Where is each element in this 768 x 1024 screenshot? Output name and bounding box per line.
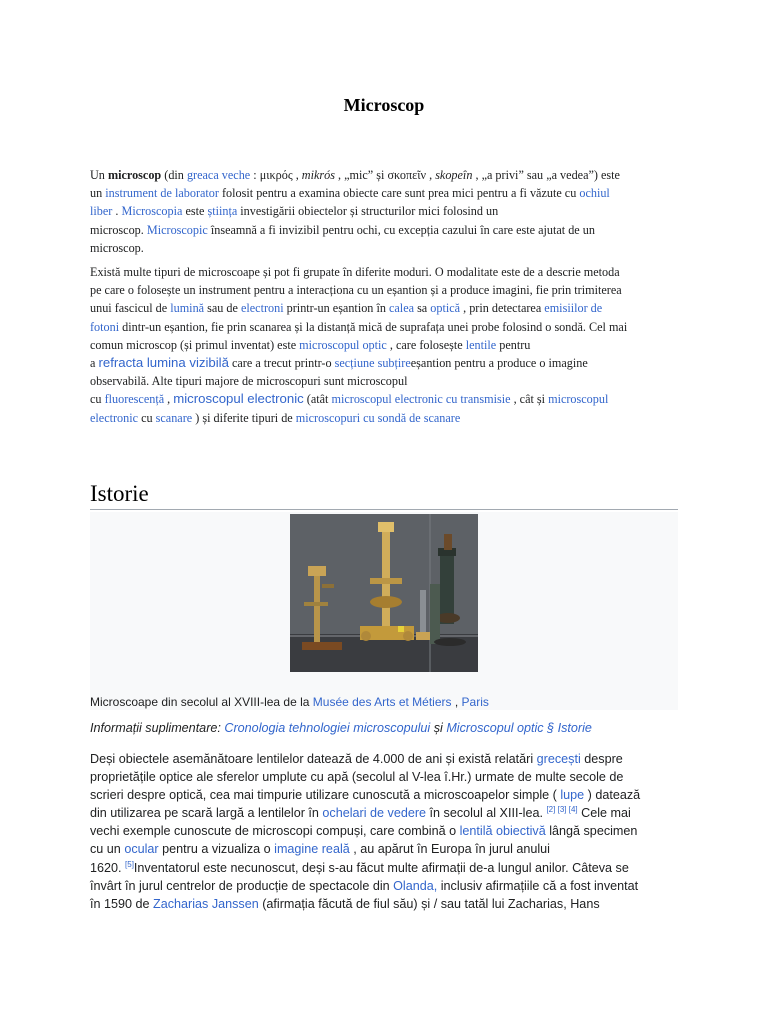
link-emisiilor-de-fotoni[interactable]: emisiilor de <box>544 301 603 316</box>
microscopes-illustration <box>290 514 478 672</box>
text: este <box>182 204 208 219</box>
italic-term: mikrós <box>301 168 335 182</box>
text: microscop. <box>90 222 147 237</box>
text: din utilizarea pe scară largă a lentilelor în <box>90 806 323 821</box>
section-heading-istorie: Istorie <box>90 481 678 510</box>
text: Un <box>90 168 108 182</box>
text: (afirmația făcută de fiul său) și / sau tatăl lui Zacharias, Hans <box>258 896 600 911</box>
text: scrieri despre optică, cea mai timpurie utilizare cunoscută a microscoapelor simple ( <box>90 788 561 803</box>
text: , <box>164 392 174 407</box>
text: , „mic” și σκοπεῖν , <box>334 168 436 182</box>
text: în secolul al XIII-lea. <box>426 806 547 821</box>
text: . <box>112 204 122 219</box>
link-fotoni[interactable]: fotoni <box>90 319 120 334</box>
link-sectiune-subtire[interactable]: secțiune subțire <box>334 356 411 371</box>
text: Deși obiectele asemănătoare lentilelor datează de 4.000 de ani și există relatări <box>90 752 537 766</box>
link-lentile[interactable]: lentile <box>465 337 497 352</box>
reference-4[interactable]: [4] <box>568 805 578 815</box>
link-zacharias-janssen[interactable]: Zacharias Janssen <box>153 896 259 911</box>
text: cu un <box>90 842 125 857</box>
link-microscopul-optic-istorie[interactable]: Microscopul optic § Istorie <box>446 721 592 735</box>
link-fluorescenta[interactable]: fluorescență <box>104 392 165 407</box>
text: învârt în jurul centrelor de producție de spectacole din <box>90 878 394 893</box>
text-line: observabilă. Alte tipuri majore de microscopuri sunt microscopul <box>90 374 408 389</box>
text: Microscoape din secolul al XVIII-lea de la <box>90 695 313 709</box>
link-microscopul-electronic-scanare[interactable]: microscopul <box>548 392 609 407</box>
text: 1620. <box>90 860 126 875</box>
text: , <box>451 695 462 709</box>
intro-paragraph <box>90 166 668 257</box>
text: vechi exemple cunoscute de microscopi compuși, care combină o <box>90 824 460 839</box>
text: care a trecut printr-o <box>228 356 335 371</box>
text: a <box>90 356 99 371</box>
text: ) datează <box>584 788 641 803</box>
text: un <box>90 186 106 201</box>
text: Cele mai <box>577 806 631 821</box>
link-musee-des-arts-et-metiers[interactable]: Musée des Arts et Métiers <box>312 695 452 709</box>
link-lumina[interactable]: lumină <box>170 301 205 316</box>
link-ocular[interactable]: ocular <box>124 842 159 857</box>
link-lentila-obiectiva[interactable]: lentilă obiectivă <box>459 824 546 839</box>
text: pentru a vizualiza o <box>158 842 275 857</box>
text: cu <box>90 392 105 407</box>
link-refracta-lumina-vizibila[interactable]: refracta lumina vizibilă <box>98 355 229 371</box>
text-line: proprietățile optice ale sferelor umplute cu apă (secolul al V-lea î.Hr.) urmate de multe secole de <box>90 770 624 785</box>
microscopes-photo[interactable] <box>290 514 478 672</box>
text: pentru <box>496 337 531 352</box>
text: eșantion pentru a produce o imagine <box>410 356 588 371</box>
link-lupe[interactable]: lupe <box>560 788 585 803</box>
link-cronologia-tehnologiei-microscopului[interactable]: Cronologia tehnologiei microscopului <box>224 721 431 735</box>
text: sa <box>414 301 431 316</box>
text: unui fascicul de <box>90 301 171 316</box>
text: , „a privi” sau „a vedea”) este <box>472 168 620 182</box>
link-microscopul-optic[interactable]: microscopul optic <box>299 337 387 352</box>
page-title: Microscop <box>343 95 425 115</box>
figure <box>90 512 678 710</box>
text: despre <box>580 752 623 766</box>
bold-term: microscop <box>107 168 162 182</box>
link-stiinta[interactable]: știința <box>207 204 238 219</box>
figure-caption <box>90 695 678 709</box>
link-microscopul-electronic[interactable]: microscopul electronic <box>173 391 304 407</box>
text: microscop. <box>90 240 144 255</box>
reference-3[interactable]: [3] <box>557 805 567 815</box>
link-optica[interactable]: optică <box>430 301 461 316</box>
text: : μικρός , <box>250 168 302 182</box>
text: , au apărut în Europa în jurul anului <box>349 842 550 857</box>
text: (atât <box>303 392 332 407</box>
link-scanare[interactable]: scanare <box>155 410 193 425</box>
text: și <box>430 721 447 735</box>
types-paragraph <box>90 263 668 427</box>
text: (din <box>161 168 187 182</box>
link-microscopic[interactable]: Microscopic <box>146 222 208 237</box>
text: investigării obiectelor și structurilor mici folosind un <box>237 204 499 219</box>
text-line: pe care o folosește un instrument pentru a interacționa cu un eșantion și a produce imagini, fie prin trimiterea <box>90 283 622 298</box>
history-paragraph <box>90 750 678 913</box>
link-grecesti[interactable]: grecești <box>536 752 581 766</box>
link-electronic[interactable]: electronic <box>90 410 139 425</box>
link-microscopuri-cu-sonda-de-scanare[interactable]: microscopuri cu sondă de scanare <box>295 410 461 425</box>
text: înseamnă a fi invizibil pentru ochi, cu excepția cazului în care este ajutat de un <box>207 222 595 237</box>
reference-2[interactable]: [2] <box>546 805 556 815</box>
text: cu <box>138 410 156 425</box>
link-olanda[interactable]: Olanda, <box>393 878 438 893</box>
link-ochelari-de-vedere[interactable]: ochelari de vedere <box>322 806 427 821</box>
text: folosit pentru a examina obiecte care sunt prea mici pentru a fi văzute cu <box>218 186 580 201</box>
text: , care folosește <box>386 337 466 352</box>
text: , cât și <box>510 392 549 407</box>
link-electroni[interactable]: electroni <box>240 301 284 316</box>
text: sau de <box>204 301 241 316</box>
text: inclusiv afirmațiile că a fost inventat <box>437 878 639 893</box>
hatnote <box>90 721 678 735</box>
text: printr-un eșantion în <box>283 301 389 316</box>
text: Inventatorul este necunoscut, deși s-au făcut multe afirmații de-a lungul anilor. Câteva se <box>133 860 629 875</box>
link-greaca-veche[interactable]: greaca veche <box>186 168 251 182</box>
text: lângă specimen <box>545 824 638 839</box>
text: ) și diferite tipuri de <box>192 410 296 425</box>
text: Informații suplimentare: <box>90 721 225 735</box>
italic-term: skopeîn <box>435 168 473 182</box>
text-line: Există multe tipuri de microscoape și pot fi grupate în diferite moduri. O modalitate este de a descrie metoda <box>90 265 620 279</box>
link-paris[interactable]: Paris <box>461 695 489 709</box>
link-instrument-de-laborator[interactable]: instrument de laborator <box>105 186 219 201</box>
link-imagine-reala[interactable]: imagine reală <box>274 842 350 857</box>
text: dintr-un eșantion, fie prin scanarea și la distanță mică de suprafața unei probe folosind o sondă. Cel mai <box>119 319 628 334</box>
link-ochiul-liber[interactable]: ochiul <box>579 186 610 201</box>
text: în 1590 de <box>90 896 154 911</box>
text: comun microscop (și primul inventat) este <box>90 337 300 352</box>
link-calea[interactable]: calea <box>388 301 415 316</box>
link-microscopia[interactable]: Microscopia <box>121 204 183 219</box>
link-microscopul-electronic-cu-transmisie[interactable]: microscopul electronic cu transmisie <box>331 392 511 407</box>
link-ochiul-liber-2[interactable]: liber <box>90 204 113 219</box>
text: , prin detectarea <box>460 301 545 316</box>
reference-5[interactable]: [5] <box>125 859 134 869</box>
